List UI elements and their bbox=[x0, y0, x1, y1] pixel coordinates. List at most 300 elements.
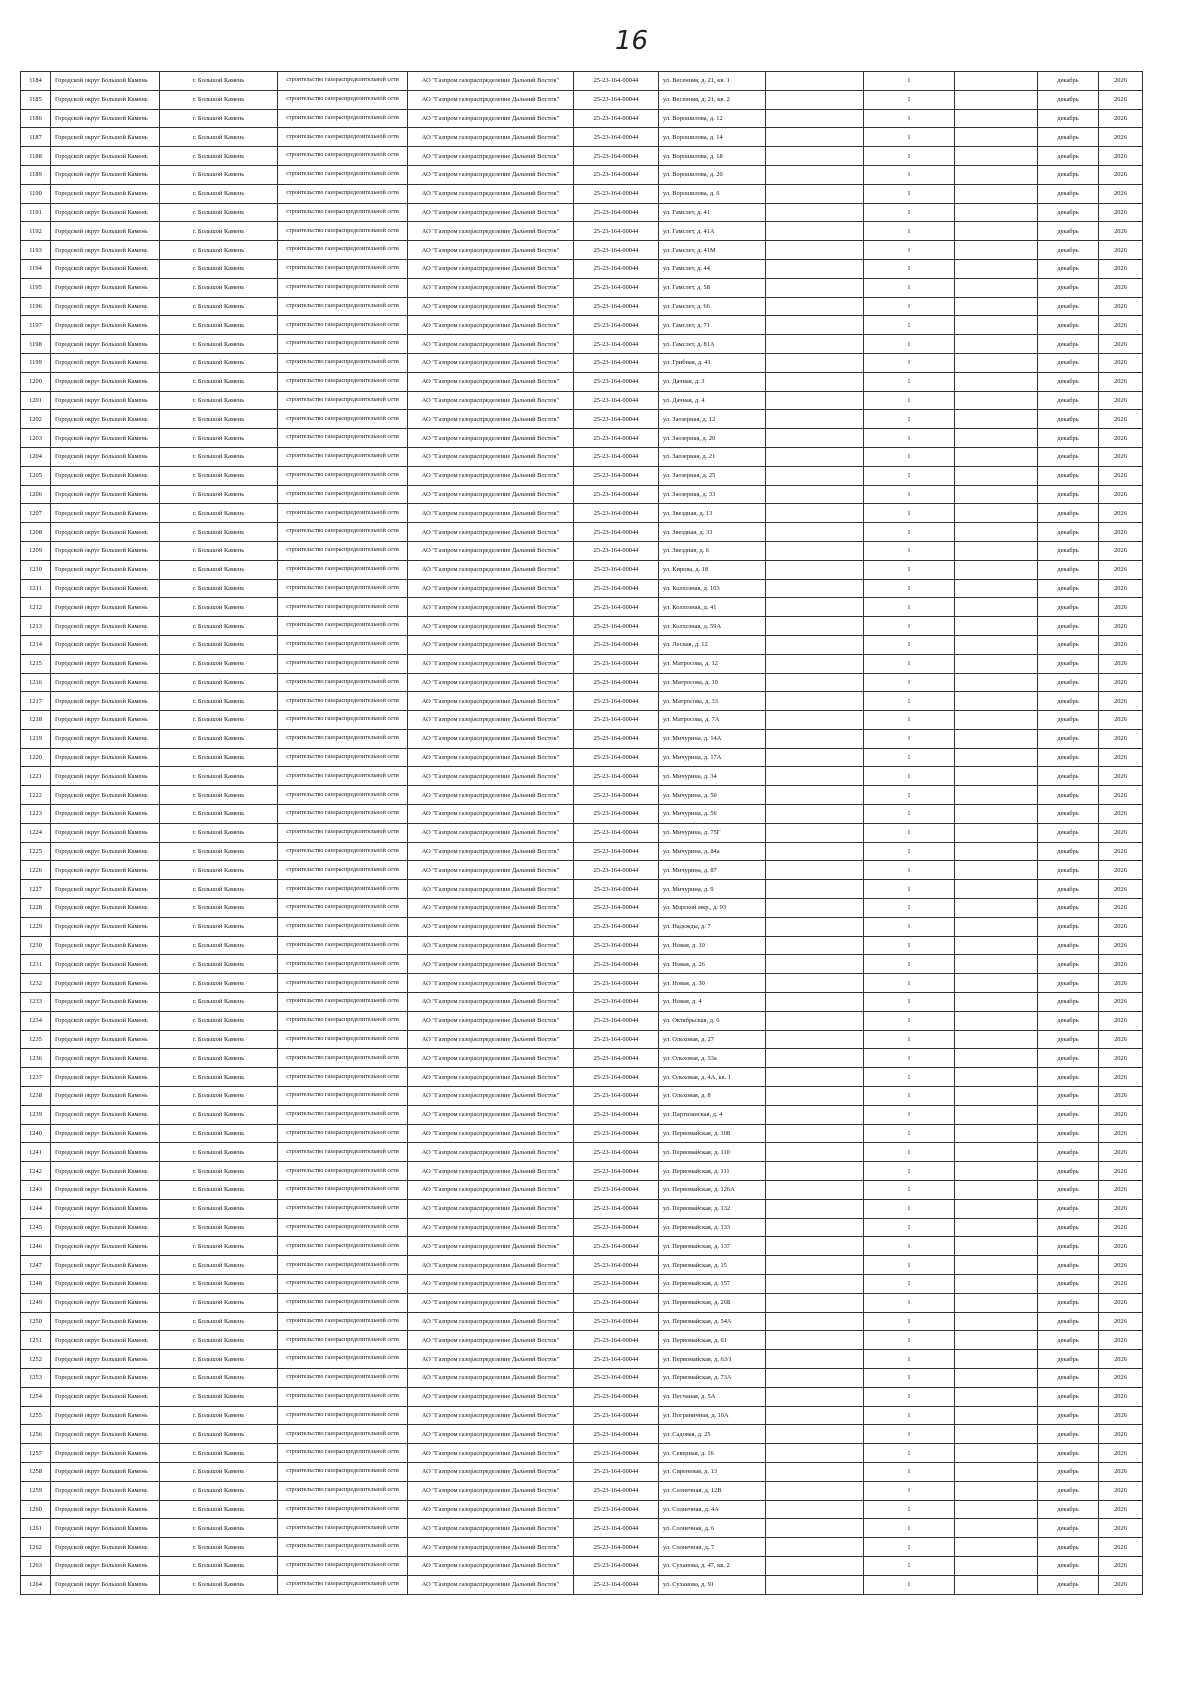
organization-cell: АО "Газпром газораспределение Дальний Восток" bbox=[408, 993, 574, 1012]
locality-cell: г. Большой Камень bbox=[160, 1049, 278, 1068]
quantity-cell: 1 bbox=[864, 335, 955, 354]
year-cell: 2026 bbox=[1099, 203, 1143, 222]
quantity-cell: 1 bbox=[864, 786, 955, 805]
quantity-cell: 1 bbox=[864, 1538, 955, 1557]
quantity-cell: 1 bbox=[864, 861, 955, 880]
quantity-cell: 1 bbox=[864, 447, 955, 466]
work-type-cell: строительство газораспределительной сети bbox=[278, 917, 408, 936]
program-code-cell: 25-23-164-00044 bbox=[574, 410, 659, 429]
row-number: 1251 bbox=[21, 1331, 51, 1350]
organization-cell: АО "Газпром газораспределение Дальний Восток" bbox=[408, 541, 574, 560]
quantity-cell: 1 bbox=[864, 1068, 955, 1087]
locality-cell: г. Большой Камень bbox=[160, 1481, 278, 1500]
quantity-cell: 1 bbox=[864, 523, 955, 542]
address-cell: ул. Ворошилова, д. 18 bbox=[659, 147, 766, 166]
table-row bbox=[21, 447, 1143, 466]
month-cell: декабрь bbox=[1038, 955, 1099, 974]
row-number: 1249 bbox=[21, 1293, 51, 1312]
work-type-cell: строительство газораспределительной сети bbox=[278, 485, 408, 504]
work-type-cell: строительство газораспределительной сети bbox=[278, 767, 408, 786]
table-row bbox=[21, 823, 1143, 842]
organization-cell: АО "Газпром газораспределение Дальний Восток" bbox=[408, 222, 574, 241]
quantity-cell: 1 bbox=[864, 1143, 955, 1162]
locality-cell: г. Большой Камень bbox=[160, 1105, 278, 1124]
municipality-cell: Городской округ Большой Камень bbox=[51, 523, 160, 542]
month-cell: декабрь bbox=[1038, 993, 1099, 1012]
row-number: 1224 bbox=[21, 823, 51, 842]
quantity-cell: 1 bbox=[864, 259, 955, 278]
row-number: 1223 bbox=[21, 805, 51, 824]
work-type-cell: строительство газораспределительной сети bbox=[278, 729, 408, 748]
table-row bbox=[21, 410, 1143, 429]
organization-cell: АО "Газпром газораспределение Дальний Восток" bbox=[408, 805, 574, 824]
month-cell: декабрь bbox=[1038, 1312, 1099, 1331]
work-type-cell: строительство газораспределительной сети bbox=[278, 1575, 408, 1594]
row-number: 1247 bbox=[21, 1256, 51, 1275]
organization-cell: АО "Газпром газораспределение Дальний Восток" bbox=[408, 880, 574, 899]
address-cell: ул. Новая, д. 10 bbox=[659, 936, 766, 955]
work-type-cell: строительство газораспределительной сети bbox=[278, 598, 408, 617]
program-code-cell: 25-23-164-00044 bbox=[574, 447, 659, 466]
empty-cell bbox=[766, 823, 864, 842]
locality-cell: г. Большой Камень bbox=[160, 353, 278, 372]
address-cell: ул. Первомайская, д. 111 bbox=[659, 1162, 766, 1181]
table-row bbox=[21, 936, 1143, 955]
municipality-cell: Городской округ Большой Камень bbox=[51, 485, 160, 504]
work-type-cell: строительство газораспределительной сети bbox=[278, 1011, 408, 1030]
address-cell: ул. Мичурина, д. 9 bbox=[659, 880, 766, 899]
organization-cell: АО "Газпром газораспределение Дальний Восток" bbox=[408, 1105, 574, 1124]
work-type-cell: строительство газораспределительной сети bbox=[278, 993, 408, 1012]
address-cell: ул. Первомайская, д. 110 bbox=[659, 1143, 766, 1162]
table-row bbox=[21, 1556, 1143, 1575]
year-cell: 2026 bbox=[1099, 748, 1143, 767]
organization-cell: АО "Газпром газораспределение Дальний Восток" bbox=[408, 711, 574, 730]
municipality-cell: Городской округ Большой Камень bbox=[51, 1425, 160, 1444]
empty-cell bbox=[955, 805, 1038, 824]
organization-cell: АО "Газпром газораспределение Дальний Восток" bbox=[408, 1519, 574, 1538]
month-cell: декабрь bbox=[1038, 1368, 1099, 1387]
address-cell: ул. Гамслет, д. 71 bbox=[659, 316, 766, 335]
row-number: 1212 bbox=[21, 598, 51, 617]
empty-cell bbox=[955, 1030, 1038, 1049]
quantity-cell: 1 bbox=[864, 1218, 955, 1237]
year-cell: 2026 bbox=[1099, 316, 1143, 335]
program-code-cell: 25-23-164-00044 bbox=[574, 353, 659, 372]
address-cell: ул. Заозерная, д. 20 bbox=[659, 429, 766, 448]
municipality-cell: Городской округ Большой Камень bbox=[51, 823, 160, 842]
address-cell: ул. Солнечная, д. 4А bbox=[659, 1500, 766, 1519]
locality-cell: г. Большой Камень bbox=[160, 1162, 278, 1181]
organization-cell: АО "Газпром газораспределение Дальний Восток" bbox=[408, 1181, 574, 1200]
address-cell: ул. Заозерная, д. 25 bbox=[659, 466, 766, 485]
work-type-cell: строительство газораспределительной сети bbox=[278, 165, 408, 184]
row-number: 1242 bbox=[21, 1162, 51, 1181]
program-code-cell: 25-23-164-00044 bbox=[574, 823, 659, 842]
table-row bbox=[21, 805, 1143, 824]
row-number: 1235 bbox=[21, 1030, 51, 1049]
work-type-cell: строительство газораспределительной сети bbox=[278, 579, 408, 598]
year-cell: 2026 bbox=[1099, 297, 1143, 316]
empty-cell bbox=[955, 278, 1038, 297]
program-code-cell: 25-23-164-00044 bbox=[574, 711, 659, 730]
address-cell: ул. Северная, д. 16 bbox=[659, 1444, 766, 1463]
work-type-cell: строительство газораспределительной сети bbox=[278, 316, 408, 335]
empty-cell bbox=[955, 823, 1038, 842]
row-number: 1257 bbox=[21, 1444, 51, 1463]
work-type-cell: строительство газораспределительной сети bbox=[278, 861, 408, 880]
program-code-cell: 25-23-164-00044 bbox=[574, 635, 659, 654]
empty-cell bbox=[955, 842, 1038, 861]
table-row bbox=[21, 165, 1143, 184]
municipality-cell: Городской округ Большой Камень bbox=[51, 673, 160, 692]
table-row bbox=[21, 1068, 1143, 1087]
program-code-cell: 25-23-164-00044 bbox=[574, 842, 659, 861]
year-cell: 2026 bbox=[1099, 1444, 1143, 1463]
locality-cell: г. Большой Камень bbox=[160, 165, 278, 184]
table-row bbox=[21, 1124, 1143, 1143]
empty-cell bbox=[766, 1237, 864, 1256]
organization-cell: АО "Газпром газораспределение Дальний Восток" bbox=[408, 410, 574, 429]
table-row bbox=[21, 1538, 1143, 1557]
quantity-cell: 1 bbox=[864, 184, 955, 203]
program-code-cell: 25-23-164-00044 bbox=[574, 523, 659, 542]
address-cell: ул. Дачная, д. 3 bbox=[659, 372, 766, 391]
locality-cell: г. Большой Камень bbox=[160, 1575, 278, 1594]
year-cell: 2026 bbox=[1099, 1462, 1143, 1481]
table-row bbox=[21, 1256, 1143, 1275]
year-cell: 2026 bbox=[1099, 1500, 1143, 1519]
table-row bbox=[21, 485, 1143, 504]
organization-cell: АО "Газпром газораспределение Дальний Восток" bbox=[408, 861, 574, 880]
row-number: 1229 bbox=[21, 917, 51, 936]
row-number: 1237 bbox=[21, 1068, 51, 1087]
locality-cell: г. Большой Камень bbox=[160, 598, 278, 617]
program-code-cell: 25-23-164-00044 bbox=[574, 1293, 659, 1312]
quantity-cell: 1 bbox=[864, 1575, 955, 1594]
empty-cell bbox=[955, 429, 1038, 448]
organization-cell: АО "Газпром газораспределение Дальний Восток" bbox=[408, 335, 574, 354]
organization-cell: АО "Газпром газораспределение Дальний Восток" bbox=[408, 259, 574, 278]
table-row bbox=[21, 711, 1143, 730]
address-cell: ул. Первомайская, д. 54А bbox=[659, 1312, 766, 1331]
empty-cell bbox=[766, 805, 864, 824]
organization-cell: АО "Газпром газораспределение Дальний Восток" bbox=[408, 165, 574, 184]
program-code-cell: 25-23-164-00044 bbox=[574, 128, 659, 147]
municipality-cell: Городской округ Большой Камень bbox=[51, 617, 160, 636]
year-cell: 2026 bbox=[1099, 222, 1143, 241]
empty-cell bbox=[955, 579, 1038, 598]
year-cell: 2026 bbox=[1099, 391, 1143, 410]
address-cell: ул. Звездная, д. 13 bbox=[659, 504, 766, 523]
empty-cell bbox=[955, 1049, 1038, 1068]
program-code-cell: 25-23-164-00044 bbox=[574, 72, 659, 91]
organization-cell: АО "Газпром газораспределение Дальний Восток" bbox=[408, 654, 574, 673]
address-cell: ул. Пограничная, д. 10А bbox=[659, 1406, 766, 1425]
year-cell: 2026 bbox=[1099, 1199, 1143, 1218]
quantity-cell: 1 bbox=[864, 1444, 955, 1463]
year-cell: 2026 bbox=[1099, 1162, 1143, 1181]
address-cell: ул. Первомайская, д. 63/1 bbox=[659, 1350, 766, 1369]
municipality-cell: Городской округ Большой Камень bbox=[51, 805, 160, 824]
month-cell: декабрь bbox=[1038, 1519, 1099, 1538]
locality-cell: г. Большой Камень bbox=[160, 1293, 278, 1312]
program-code-cell: 25-23-164-00044 bbox=[574, 504, 659, 523]
empty-cell bbox=[955, 1181, 1038, 1200]
municipality-cell: Городской округ Большой Камень bbox=[51, 1162, 160, 1181]
table-row bbox=[21, 523, 1143, 542]
table-row bbox=[21, 598, 1143, 617]
empty-cell bbox=[766, 1481, 864, 1500]
month-cell: декабрь bbox=[1038, 579, 1099, 598]
municipality-cell: Городской округ Большой Камень bbox=[51, 1087, 160, 1106]
empty-cell bbox=[955, 1312, 1038, 1331]
municipality-cell: Городской округ Большой Камень bbox=[51, 1368, 160, 1387]
month-cell: декабрь bbox=[1038, 635, 1099, 654]
empty-cell bbox=[766, 523, 864, 542]
address-cell: ул. Дачная, д. 4 bbox=[659, 391, 766, 410]
municipality-cell: Городской округ Большой Камень bbox=[51, 1519, 160, 1538]
empty-cell bbox=[955, 1425, 1038, 1444]
municipality-cell: Городской округ Большой Камень bbox=[51, 1237, 160, 1256]
year-cell: 2026 bbox=[1099, 466, 1143, 485]
month-cell: декабрь bbox=[1038, 1331, 1099, 1350]
empty-cell bbox=[955, 917, 1038, 936]
quantity-cell: 1 bbox=[864, 1181, 955, 1200]
year-cell: 2026 bbox=[1099, 447, 1143, 466]
row-number: 1238 bbox=[21, 1087, 51, 1106]
locality-cell: г. Большой Камень bbox=[160, 1312, 278, 1331]
empty-cell bbox=[955, 504, 1038, 523]
work-type-cell: строительство газораспределительной сети bbox=[278, 1368, 408, 1387]
municipality-cell: Городской округ Большой Камень bbox=[51, 1444, 160, 1463]
month-cell: декабрь bbox=[1038, 1105, 1099, 1124]
organization-cell: АО "Газпром газораспределение Дальний Восток" bbox=[408, 823, 574, 842]
municipality-cell: Городской округ Большой Камень bbox=[51, 504, 160, 523]
year-cell: 2026 bbox=[1099, 955, 1143, 974]
empty-cell bbox=[955, 729, 1038, 748]
quantity-cell: 1 bbox=[864, 165, 955, 184]
organization-cell: АО "Газпром газораспределение Дальний Восток" bbox=[408, 1500, 574, 1519]
year-cell: 2026 bbox=[1099, 1030, 1143, 1049]
empty-cell bbox=[955, 523, 1038, 542]
empty-cell bbox=[766, 203, 864, 222]
page-number: 16 bbox=[615, 26, 649, 56]
table-row bbox=[21, 466, 1143, 485]
municipality-cell: Городской округ Большой Камень bbox=[51, 165, 160, 184]
table-row bbox=[21, 1275, 1143, 1294]
organization-cell: АО "Газпром газораспределение Дальний Восток" bbox=[408, 1199, 574, 1218]
year-cell: 2026 bbox=[1099, 899, 1143, 918]
address-cell: ул. Матросова, д. 12 bbox=[659, 654, 766, 673]
program-code-cell: 25-23-164-00044 bbox=[574, 90, 659, 109]
locality-cell: г. Большой Камень bbox=[160, 203, 278, 222]
table-row bbox=[21, 278, 1143, 297]
empty-cell bbox=[766, 1087, 864, 1106]
year-cell: 2026 bbox=[1099, 1143, 1143, 1162]
program-code-cell: 25-23-164-00044 bbox=[574, 1462, 659, 1481]
month-cell: декабрь bbox=[1038, 1030, 1099, 1049]
month-cell: декабрь bbox=[1038, 541, 1099, 560]
empty-cell bbox=[766, 1462, 864, 1481]
year-cell: 2026 bbox=[1099, 72, 1143, 91]
work-type-cell: строительство газораспределительной сети bbox=[278, 1350, 408, 1369]
empty-cell bbox=[766, 598, 864, 617]
quantity-cell: 1 bbox=[864, 955, 955, 974]
municipality-cell: Городской округ Большой Камень bbox=[51, 391, 160, 410]
organization-cell: АО "Газпром газораспределение Дальний Восток" bbox=[408, 128, 574, 147]
month-cell: декабрь bbox=[1038, 1087, 1099, 1106]
organization-cell: АО "Газпром газораспределение Дальний Восток" bbox=[408, 1425, 574, 1444]
month-cell: декабрь bbox=[1038, 372, 1099, 391]
work-type-cell: строительство газораспределительной сети bbox=[278, 805, 408, 824]
address-cell: ул. Суханова, д. 91 bbox=[659, 1575, 766, 1594]
quantity-cell: 1 bbox=[864, 1275, 955, 1294]
municipality-cell: Городской округ Большой Камень bbox=[51, 899, 160, 918]
row-number: 1185 bbox=[21, 90, 51, 109]
organization-cell: АО "Газпром газораспределение Дальний Восток" bbox=[408, 1331, 574, 1350]
municipality-cell: Городской округ Большой Камень bbox=[51, 1350, 160, 1369]
year-cell: 2026 bbox=[1099, 1406, 1143, 1425]
municipality-cell: Городской округ Большой Камень bbox=[51, 1124, 160, 1143]
row-number: 1250 bbox=[21, 1312, 51, 1331]
empty-cell bbox=[766, 429, 864, 448]
empty-cell bbox=[955, 391, 1038, 410]
work-type-cell: строительство газораспределительной сети bbox=[278, 1387, 408, 1406]
program-code-cell: 25-23-164-00044 bbox=[574, 1575, 659, 1594]
month-cell: декабрь bbox=[1038, 1124, 1099, 1143]
quantity-cell: 1 bbox=[864, 1105, 955, 1124]
organization-cell: АО "Газпром газораспределение Дальний Восток" bbox=[408, 447, 574, 466]
program-code-cell: 25-23-164-00044 bbox=[574, 1256, 659, 1275]
work-type-cell: строительство газораспределительной сети bbox=[278, 1556, 408, 1575]
locality-cell: г. Большой Камень bbox=[160, 1406, 278, 1425]
municipality-cell: Городской округ Большой Камень bbox=[51, 1218, 160, 1237]
year-cell: 2026 bbox=[1099, 1218, 1143, 1237]
locality-cell: г. Большой Камень bbox=[160, 1331, 278, 1350]
program-code-cell: 25-23-164-00044 bbox=[574, 899, 659, 918]
table-row bbox=[21, 203, 1143, 222]
empty-cell bbox=[766, 880, 864, 899]
year-cell: 2026 bbox=[1099, 917, 1143, 936]
program-code-cell: 25-23-164-00044 bbox=[574, 786, 659, 805]
locality-cell: г. Большой Камень bbox=[160, 259, 278, 278]
empty-cell bbox=[955, 1124, 1038, 1143]
organization-cell: АО "Газпром газораспределение Дальний Восток" bbox=[408, 1162, 574, 1181]
empty-cell bbox=[955, 1143, 1038, 1162]
work-type-cell: строительство газораспределительной сети bbox=[278, 410, 408, 429]
table-row bbox=[21, 353, 1143, 372]
row-number: 1256 bbox=[21, 1425, 51, 1444]
empty-cell bbox=[955, 711, 1038, 730]
organization-cell: АО "Газпром газораспределение Дальний Восток" bbox=[408, 391, 574, 410]
locality-cell: г. Большой Камень bbox=[160, 767, 278, 786]
month-cell: декабрь bbox=[1038, 466, 1099, 485]
locality-cell: г. Большой Камень bbox=[160, 1030, 278, 1049]
table-row bbox=[21, 1519, 1143, 1538]
empty-cell bbox=[766, 297, 864, 316]
empty-cell bbox=[955, 109, 1038, 128]
program-code-cell: 25-23-164-00044 bbox=[574, 429, 659, 448]
municipality-cell: Городской округ Большой Камень bbox=[51, 711, 160, 730]
month-cell: декабрь bbox=[1038, 1143, 1099, 1162]
quantity-cell: 1 bbox=[864, 504, 955, 523]
address-cell: ул. Заозерная, д. 21 bbox=[659, 447, 766, 466]
organization-cell: АО "Газпром газораспределение Дальний Восток" bbox=[408, 767, 574, 786]
year-cell: 2026 bbox=[1099, 598, 1143, 617]
address-cell: ул. Грибная, д. 41 bbox=[659, 353, 766, 372]
municipality-cell: Городской округ Большой Камень bbox=[51, 1462, 160, 1481]
month-cell: декабрь bbox=[1038, 1575, 1099, 1594]
month-cell: декабрь bbox=[1038, 1162, 1099, 1181]
empty-cell bbox=[955, 673, 1038, 692]
empty-cell bbox=[766, 1575, 864, 1594]
empty-cell bbox=[955, 899, 1038, 918]
month-cell: декабрь bbox=[1038, 147, 1099, 166]
locality-cell: г. Большой Камень bbox=[160, 617, 278, 636]
empty-cell bbox=[766, 128, 864, 147]
month-cell: декабрь bbox=[1038, 767, 1099, 786]
program-code-cell: 25-23-164-00044 bbox=[574, 598, 659, 617]
year-cell: 2026 bbox=[1099, 729, 1143, 748]
program-code-cell: 25-23-164-00044 bbox=[574, 917, 659, 936]
month-cell: декабрь bbox=[1038, 711, 1099, 730]
program-code-cell: 25-23-164-00044 bbox=[574, 1030, 659, 1049]
row-number: 1264 bbox=[21, 1575, 51, 1594]
row-number: 1227 bbox=[21, 880, 51, 899]
address-cell: ул. Надежды, д. 7 bbox=[659, 917, 766, 936]
empty-cell bbox=[766, 1444, 864, 1463]
empty-cell bbox=[955, 936, 1038, 955]
quantity-cell: 1 bbox=[864, 297, 955, 316]
row-number: 1200 bbox=[21, 372, 51, 391]
year-cell: 2026 bbox=[1099, 335, 1143, 354]
address-cell: ул. Ворошилова, д. 12 bbox=[659, 109, 766, 128]
work-type-cell: строительство газораспределительной сети bbox=[278, 335, 408, 354]
municipality-cell: Городской округ Большой Камень bbox=[51, 692, 160, 711]
organization-cell: АО "Газпром газораспределение Дальний Восток" bbox=[408, 1293, 574, 1312]
year-cell: 2026 bbox=[1099, 805, 1143, 824]
program-code-cell: 25-23-164-00044 bbox=[574, 1275, 659, 1294]
work-type-cell: строительство газораспределительной сети bbox=[278, 974, 408, 993]
address-cell: ул. Матросова, д. 33 bbox=[659, 692, 766, 711]
table-row bbox=[21, 1425, 1143, 1444]
year-cell: 2026 bbox=[1099, 1256, 1143, 1275]
program-code-cell: 25-23-164-00044 bbox=[574, 993, 659, 1012]
table-row bbox=[21, 259, 1143, 278]
municipality-cell: Городской округ Большой Камень bbox=[51, 560, 160, 579]
table-row bbox=[21, 1049, 1143, 1068]
empty-cell bbox=[766, 955, 864, 974]
locality-cell: г. Большой Камень bbox=[160, 1143, 278, 1162]
month-cell: декабрь bbox=[1038, 410, 1099, 429]
month-cell: декабрь bbox=[1038, 1462, 1099, 1481]
empty-cell bbox=[955, 1331, 1038, 1350]
year-cell: 2026 bbox=[1099, 842, 1143, 861]
empty-cell bbox=[955, 1218, 1038, 1237]
work-type-cell: строительство газораспределительной сети bbox=[278, 1162, 408, 1181]
year-cell: 2026 bbox=[1099, 1011, 1143, 1030]
row-number: 1241 bbox=[21, 1143, 51, 1162]
work-type-cell: строительство газораспределительной сети bbox=[278, 748, 408, 767]
empty-cell bbox=[955, 128, 1038, 147]
quantity-cell: 1 bbox=[864, 711, 955, 730]
address-cell: ул. Весенняя, д. 21, кв. 2 bbox=[659, 90, 766, 109]
table-row bbox=[21, 1350, 1143, 1369]
table-row bbox=[21, 1462, 1143, 1481]
work-type-cell: строительство газораспределительной сети bbox=[278, 1425, 408, 1444]
work-type-cell: строительство газораспределительной сети bbox=[278, 222, 408, 241]
